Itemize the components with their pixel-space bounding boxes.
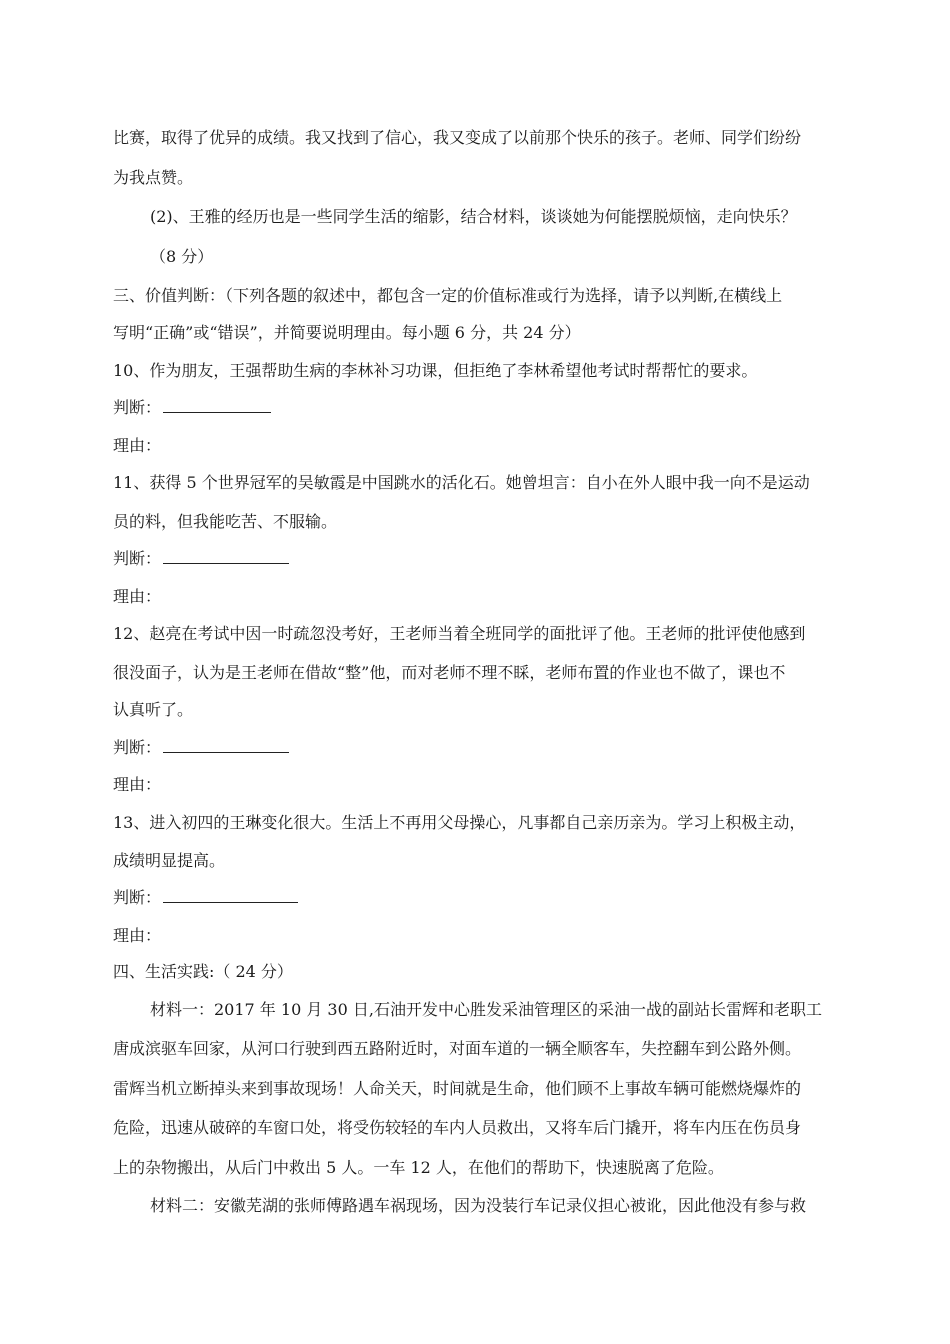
question-10: 10、作为朋友，王强帮助生病的李林补习功课，但拒绝了李林希望他考试时帮帮忙的要求。 (113, 361, 758, 380)
question-13-cont: 成绩明显提高。 (113, 851, 226, 870)
judge-row-11 (113, 549, 289, 569)
material-2: 材料二：安徽芜湖的张师傅路遇车祸现场，因为没装行车记录仪担心被讹，因此他没有参与救 (150, 1196, 807, 1215)
judge-answer-blank[interactable] (163, 888, 298, 903)
question-11: 11、获得 5 个世界冠军的吴敏霞是中国跳水的活化石。她曾坦言：自小在外人眼中我一向不是运动 (113, 473, 810, 492)
section-4-heading: 四、生活实践:（ 24 分） (113, 962, 293, 981)
judge-answer-blank[interactable] (163, 398, 271, 413)
material-1: 材料一：2017 年 10 月 30 日,石油开发中心胜发采油管理区的采油一战的副站长雷辉和老职工 (150, 1000, 822, 1019)
material-1-cont: 雷辉当机立断掉头来到事故现场！人命关天，时间就是生命，他们顾不上事故车辆可能燃烧爆炸的 (113, 1079, 802, 1098)
material-1-cont: 上的杂物搬出，从后门中救出 5 人。一车 12 人，在他们的帮助下，快速脱离了危险。 (113, 1158, 724, 1177)
material-1-cont: 危险，迅速从破碎的车窗口处，将受伤较轻的车内人员救出，又将车后门撬开，将车内压在伤员身 (113, 1118, 802, 1137)
judge-label: 判断： (113, 888, 162, 907)
question-12-cont: 认真听了。 (113, 700, 194, 719)
judge-label: 判断： (113, 549, 162, 568)
material-1-cont: 唐成滨驱车回家，从河口行驶到西五路附近时，对面车道的一辆全顺客车，失控翻车到公路外侧。 (113, 1039, 802, 1058)
judge-row-10 (113, 398, 271, 418)
question-12: 12、赵亮在考试中因一时疏忽没考好，王老师当着全班同学的面批评了他。王老师的批评使他感到 (113, 624, 806, 643)
question-11-cont: 员的料，但我能吃苦、不服输。 (113, 512, 338, 531)
question-2: (2)、王雅的经历也是一些同学生活的缩影，结合材料，谈谈她为何能摆脱烦恼，走向快乐？ (150, 207, 797, 226)
judge-row-12 (113, 738, 289, 758)
section-3-instructions: 写明“正确”或“错误”，并简要说明理由。每小题 6 分，共 24 分） (113, 323, 581, 342)
paragraph-line: 比赛，取得了优异的成绩。我又找到了信心，我又变成了以前那个快乐的孩子。老师、同学们纷纷 (113, 128, 802, 147)
judge-answer-blank[interactable] (163, 549, 289, 564)
reason-label: 理由： (113, 775, 162, 794)
section-3-heading: 三、价值判断：（下列各题的叙述中，都包含一定的价值标准或行为选择，请予以判断,在横线上 (113, 286, 783, 305)
question-13: 13、进入初四的王琳变化很大。生活上不再用父母操心，凡事都自己亲历亲为。学习上积极主动， (113, 813, 806, 832)
judge-label: 判断： (113, 738, 162, 757)
reason-label: 理由： (113, 587, 162, 606)
question-12-cont: 很没面子，认为是王老师在借故“整”他，而对老师不理不睬，老师布置的作业也不做了，课也不 (113, 663, 786, 682)
judge-answer-blank[interactable] (163, 738, 289, 753)
reason-label: 理由： (113, 436, 162, 455)
paragraph-line: 为我点赞。 (113, 168, 194, 187)
question-2-score: （8 分） (150, 247, 214, 266)
reason-label: 理由： (113, 926, 162, 945)
judge-label: 判断： (113, 398, 162, 417)
judge-row-13 (113, 888, 298, 908)
